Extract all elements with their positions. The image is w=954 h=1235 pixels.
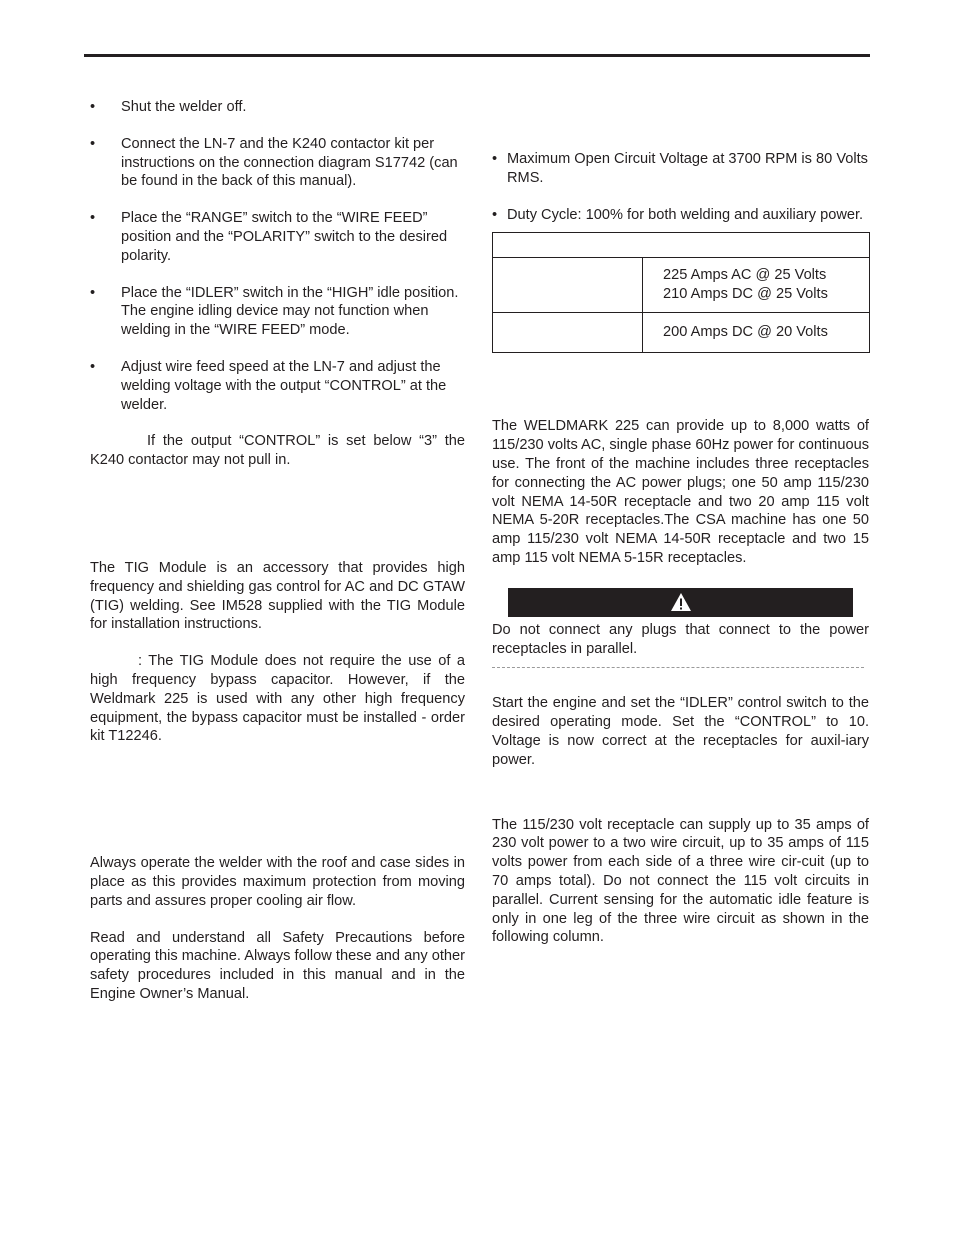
start-engine-text: Start the engine and set the “IDLER” control switch to the desired operating mode. Set the “CONTROL” to 10. Voltage is now correct at the receptacles for auxil-iary power. — [492, 695, 869, 768]
warning-banner — [508, 588, 853, 617]
table-header-cell — [493, 233, 870, 258]
table-label-cell — [493, 313, 643, 353]
roof-case-text: Always operate the welder with the roof and case sides in place as this provides maximum protection from moving parts and assures proper cooling air flow. — [90, 855, 465, 909]
safety-text: Read and understand all Safety Precautions before operating this machine. Always follow these and any other safety procedures included in this manual and in the Engine Owner’s Manual. — [90, 929, 465, 1002]
right-column — [492, 150, 869, 947]
list-item: • Duty Cycle: 100% for both welding and auxiliary power. — [492, 206, 864, 223]
contactor-note: If the output “CONTROL” is set below “3” the K240 contactor may not pull in. — [90, 433, 465, 469]
list-item: • Maximum Open Circuit Voltage at 3700 RPM is 80 Volts RMS. — [492, 151, 868, 186]
list-item: • Adjust wire feed speed at the LN-7 and adjust the welding voltage with the output “CONTROL” at the welder. — [90, 358, 447, 413]
list-item: • Place the “RANGE” switch to the “WIRE FEED” position and the “POLARITY” switch to the desired polarity. — [90, 210, 448, 264]
output-ratings-table — [492, 232, 870, 353]
tig-module-text: The TIG Module is an accessory that provides high frequency and shielding gas control for AC and DC GTAW (TIG) welding. See IM528 supplied with the TIG Module for installation instructions. — [90, 559, 465, 633]
table-value-cell: 225 Amps AC @ 25 Volts 210 Amps DC @ 25 Volts — [643, 258, 870, 313]
table-row — [493, 258, 870, 313]
list-item: • Connect the LN-7 and the K240 contactor kit per instructions on the connection diagram S17742 (can be found in the back of this manual). — [90, 135, 458, 190]
table-label-cell — [493, 258, 643, 313]
aux-power-text: The WELDMARK 225 can provide up to 8,000 watts of 115/230 volts AC, single phase 60Hz power for continuous use. The front of the machine includes three receptacles for connecting the AC power plugs; one 50 amp 115/230 volt NEMA 14-50R receptacle and two 20 amp 115 volt NEMA 5-20R receptacles.The CSA machine has one 50 amp 115/230 volt NEMA 14-50R receptacle and two 15 amp 115 volt NEMA 5-15R receptacles. — [492, 418, 869, 566]
left-column — [90, 98, 465, 1004]
header-rule — [84, 54, 870, 57]
receptacle-text: The 115/230 volt receptacle can supply up to 35 amps of 230 volt power to a two wire circuit, up to 35 amps of 115 volts power from each side of a three wire cir-cuit (up to 70 amps total). Do not connect the 115 volt circuits in parallel. Current sensing for the automatic idle feature is only in one leg of the three wire circuit as shown in the following column. — [492, 816, 869, 946]
warning-text: Do not connect any plugs that connect to the power receptacles in parallel. — [492, 621, 869, 657]
table-row — [493, 313, 870, 353]
tig-module-note: : The TIG Module does not require the use of a high frequency bypass capacitor. However, if the Weldmark 225 is used with any other high frequency equipment, the bypass capacitor must be installed - order kit T12246. — [90, 653, 465, 745]
list-item: • Place the “IDLER” switch in the “HIGH” idle position. The engine idling device may not function when welding in the “WIRE FEED” mode. — [90, 284, 459, 339]
table-value-cell: 200 Amps DC @ 20 Volts — [643, 313, 870, 353]
warning-triangle-icon — [670, 592, 692, 612]
list-item: • Shut the welder off. — [90, 99, 247, 115]
table-row — [493, 233, 870, 258]
